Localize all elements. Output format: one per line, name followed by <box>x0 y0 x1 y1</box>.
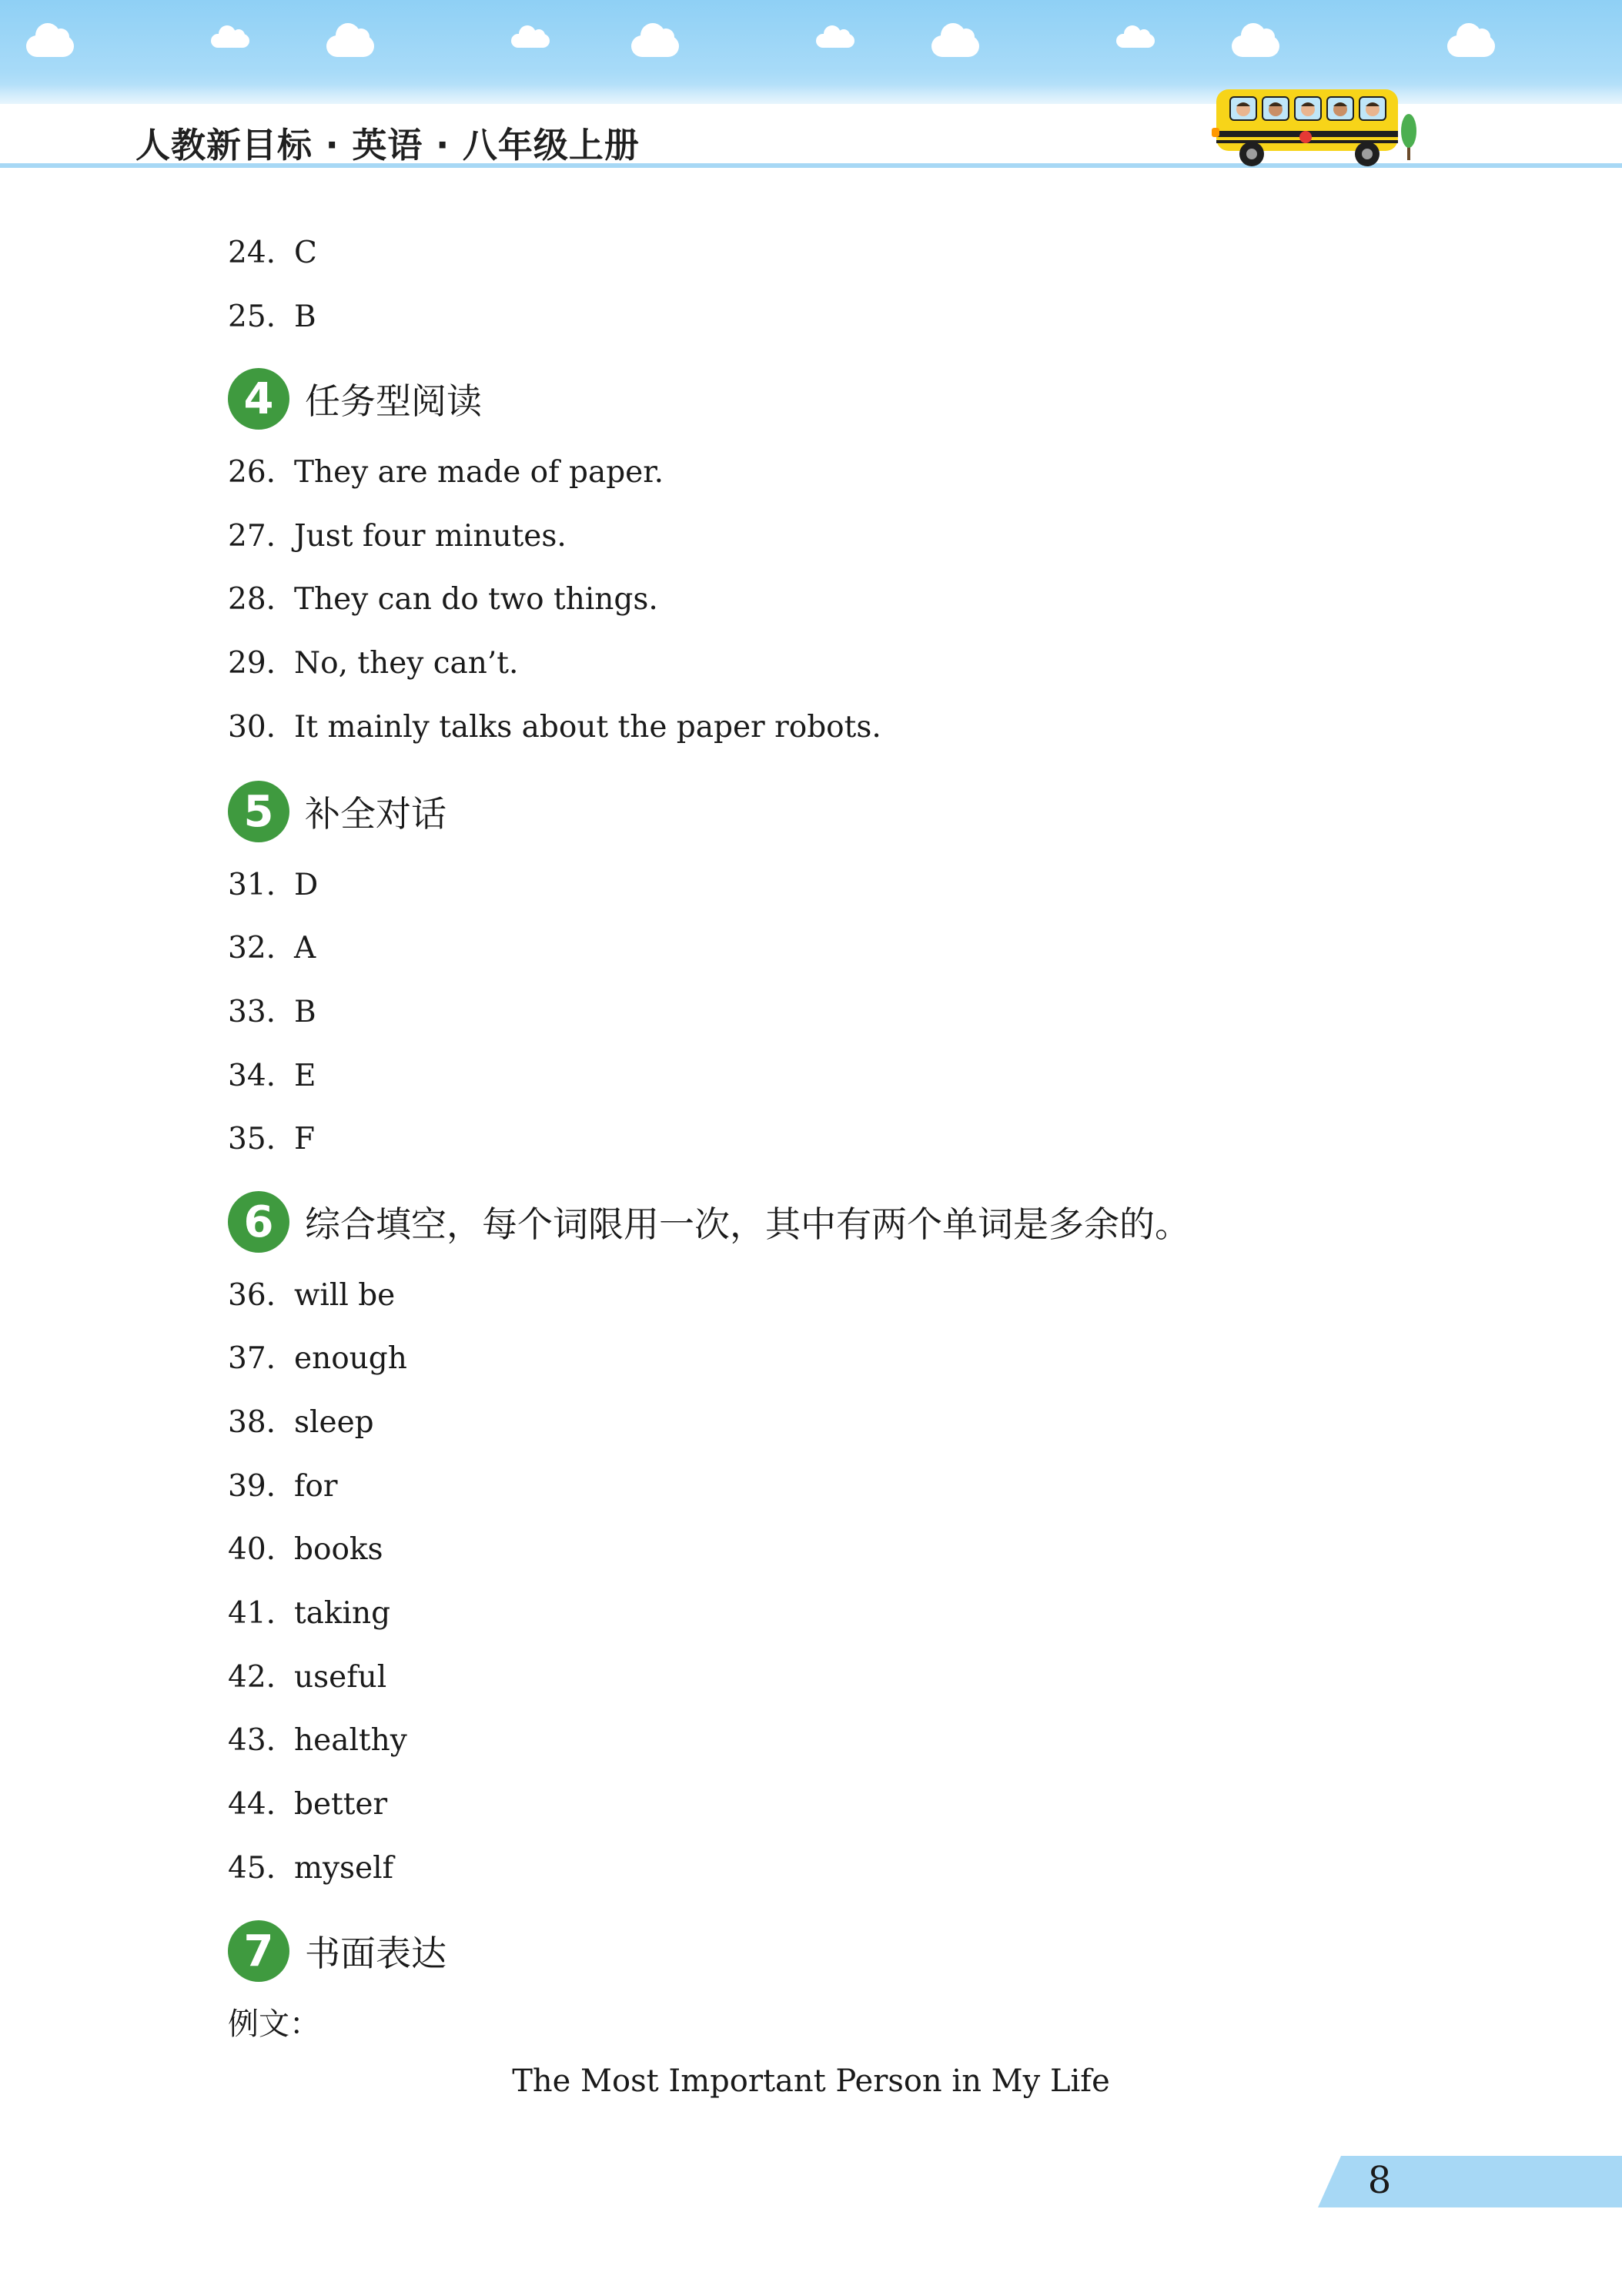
answer-40 <box>228 1532 383 1567</box>
answer-text: F <box>294 1122 316 1156</box>
answer-34 <box>228 1059 316 1093</box>
answer-text: It mainly talks about the paper robots. <box>294 710 881 745</box>
answer-26 <box>228 455 664 490</box>
section-number-badge: 5 <box>228 781 289 842</box>
answer-text: Just four minutes. <box>294 519 567 554</box>
answer-text: books <box>294 1532 383 1567</box>
section-title: 综合填空，每个词限用一次，其中有两个单词是多余的。 <box>305 1203 1190 1245</box>
answer-text: taking <box>294 1596 391 1631</box>
section-title: 书面表达 <box>305 1933 446 1974</box>
section-number-badge: 4 <box>228 368 289 430</box>
answer-number: 28. <box>228 582 276 617</box>
answer-28 <box>228 582 658 617</box>
example-label: 例文： <box>228 2006 320 2042</box>
answer-number: 31. <box>228 868 276 902</box>
answer-text: D <box>294 868 319 902</box>
answer-number: 37. <box>228 1341 276 1376</box>
answer-number: 43. <box>228 1723 276 1758</box>
answer-number: 38. <box>228 1405 276 1440</box>
answer-text: They are made of paper. <box>294 455 664 490</box>
answer-number: 25. <box>228 300 276 334</box>
answer-number: 27. <box>228 519 276 554</box>
answer-text: enough <box>294 1341 407 1376</box>
cloud-icon <box>1116 34 1155 48</box>
answer-33 <box>228 995 316 1029</box>
answer-number: 32. <box>228 931 276 966</box>
answer-38 <box>228 1405 374 1440</box>
answer-number: 35. <box>228 1122 276 1156</box>
section-title: 补全对话 <box>305 793 446 835</box>
answer-35 <box>228 1122 315 1156</box>
section-6-heading <box>228 1191 1190 1253</box>
answer-text: E <box>294 1059 316 1093</box>
answer-29 <box>228 646 518 681</box>
answer-number: 45. <box>228 1851 276 1886</box>
answer-number: 36. <box>228 1278 276 1313</box>
answer-text: No, they can’t. <box>294 646 519 681</box>
answer-text: B <box>294 300 316 334</box>
cloud-icon <box>326 35 374 57</box>
answer-number: 34. <box>228 1059 276 1093</box>
answer-number: 26. <box>228 455 276 490</box>
answer-24 <box>228 236 317 270</box>
answer-text: They can do two things. <box>294 582 658 617</box>
answer-text: will be <box>294 1278 396 1313</box>
answer-text: C <box>294 236 317 270</box>
page-header <box>0 0 1622 173</box>
answer-text: for <box>294 1469 338 1504</box>
section-5-heading <box>228 781 446 842</box>
answer-31 <box>228 868 318 902</box>
section-7-heading <box>228 1920 446 1982</box>
section-4-heading <box>228 368 482 430</box>
section-title: 任务型阅读 <box>305 380 482 422</box>
answer-32 <box>228 931 316 966</box>
cloud-icon <box>211 34 249 48</box>
cloud-icon <box>931 35 979 57</box>
answer-number: 29. <box>228 646 276 681</box>
answer-42 <box>228 1660 386 1695</box>
answer-number: 24. <box>228 236 276 270</box>
cloud-icon <box>816 34 854 48</box>
answer-number: 40. <box>228 1532 276 1567</box>
answer-number: 30. <box>228 710 276 745</box>
answer-text: useful <box>294 1660 387 1695</box>
cloud-icon <box>26 35 74 57</box>
answer-number: 41. <box>228 1596 276 1631</box>
answer-36 <box>228 1278 395 1313</box>
answer-45 <box>228 1851 393 1886</box>
answer-41 <box>228 1596 390 1631</box>
answer-text: B <box>294 995 316 1029</box>
section-number-badge: 6 <box>228 1191 289 1253</box>
school-bus-icon <box>1209 83 1424 168</box>
cloud-icon <box>631 35 679 57</box>
answer-text: better <box>294 1787 388 1822</box>
answer-number: 42. <box>228 1660 276 1695</box>
cloud-icon <box>1232 35 1279 57</box>
book-title: 人教新目标 · 英语 · 八年级上册 <box>135 125 640 166</box>
answer-text: sleep <box>294 1405 374 1440</box>
answer-number: 44. <box>228 1787 276 1822</box>
answer-37 <box>228 1341 407 1376</box>
answer-text: myself <box>294 1851 394 1886</box>
answer-number: 39. <box>228 1469 276 1504</box>
answer-27 <box>228 519 567 554</box>
page-number: 8 <box>1367 2159 1392 2202</box>
answer-30 <box>228 710 881 745</box>
answer-44 <box>228 1787 387 1822</box>
essay-title: The Most Important Person in My Life <box>512 2063 1110 2099</box>
answer-25 <box>228 300 316 334</box>
answer-43 <box>228 1723 407 1758</box>
section-number-badge: 7 <box>228 1920 289 1982</box>
answer-text: A <box>294 931 316 966</box>
answer-number: 33. <box>228 995 276 1029</box>
answer-text: healthy <box>294 1723 407 1758</box>
answer-39 <box>228 1469 338 1504</box>
cloud-icon <box>511 34 550 48</box>
cloud-icon <box>1447 35 1495 57</box>
